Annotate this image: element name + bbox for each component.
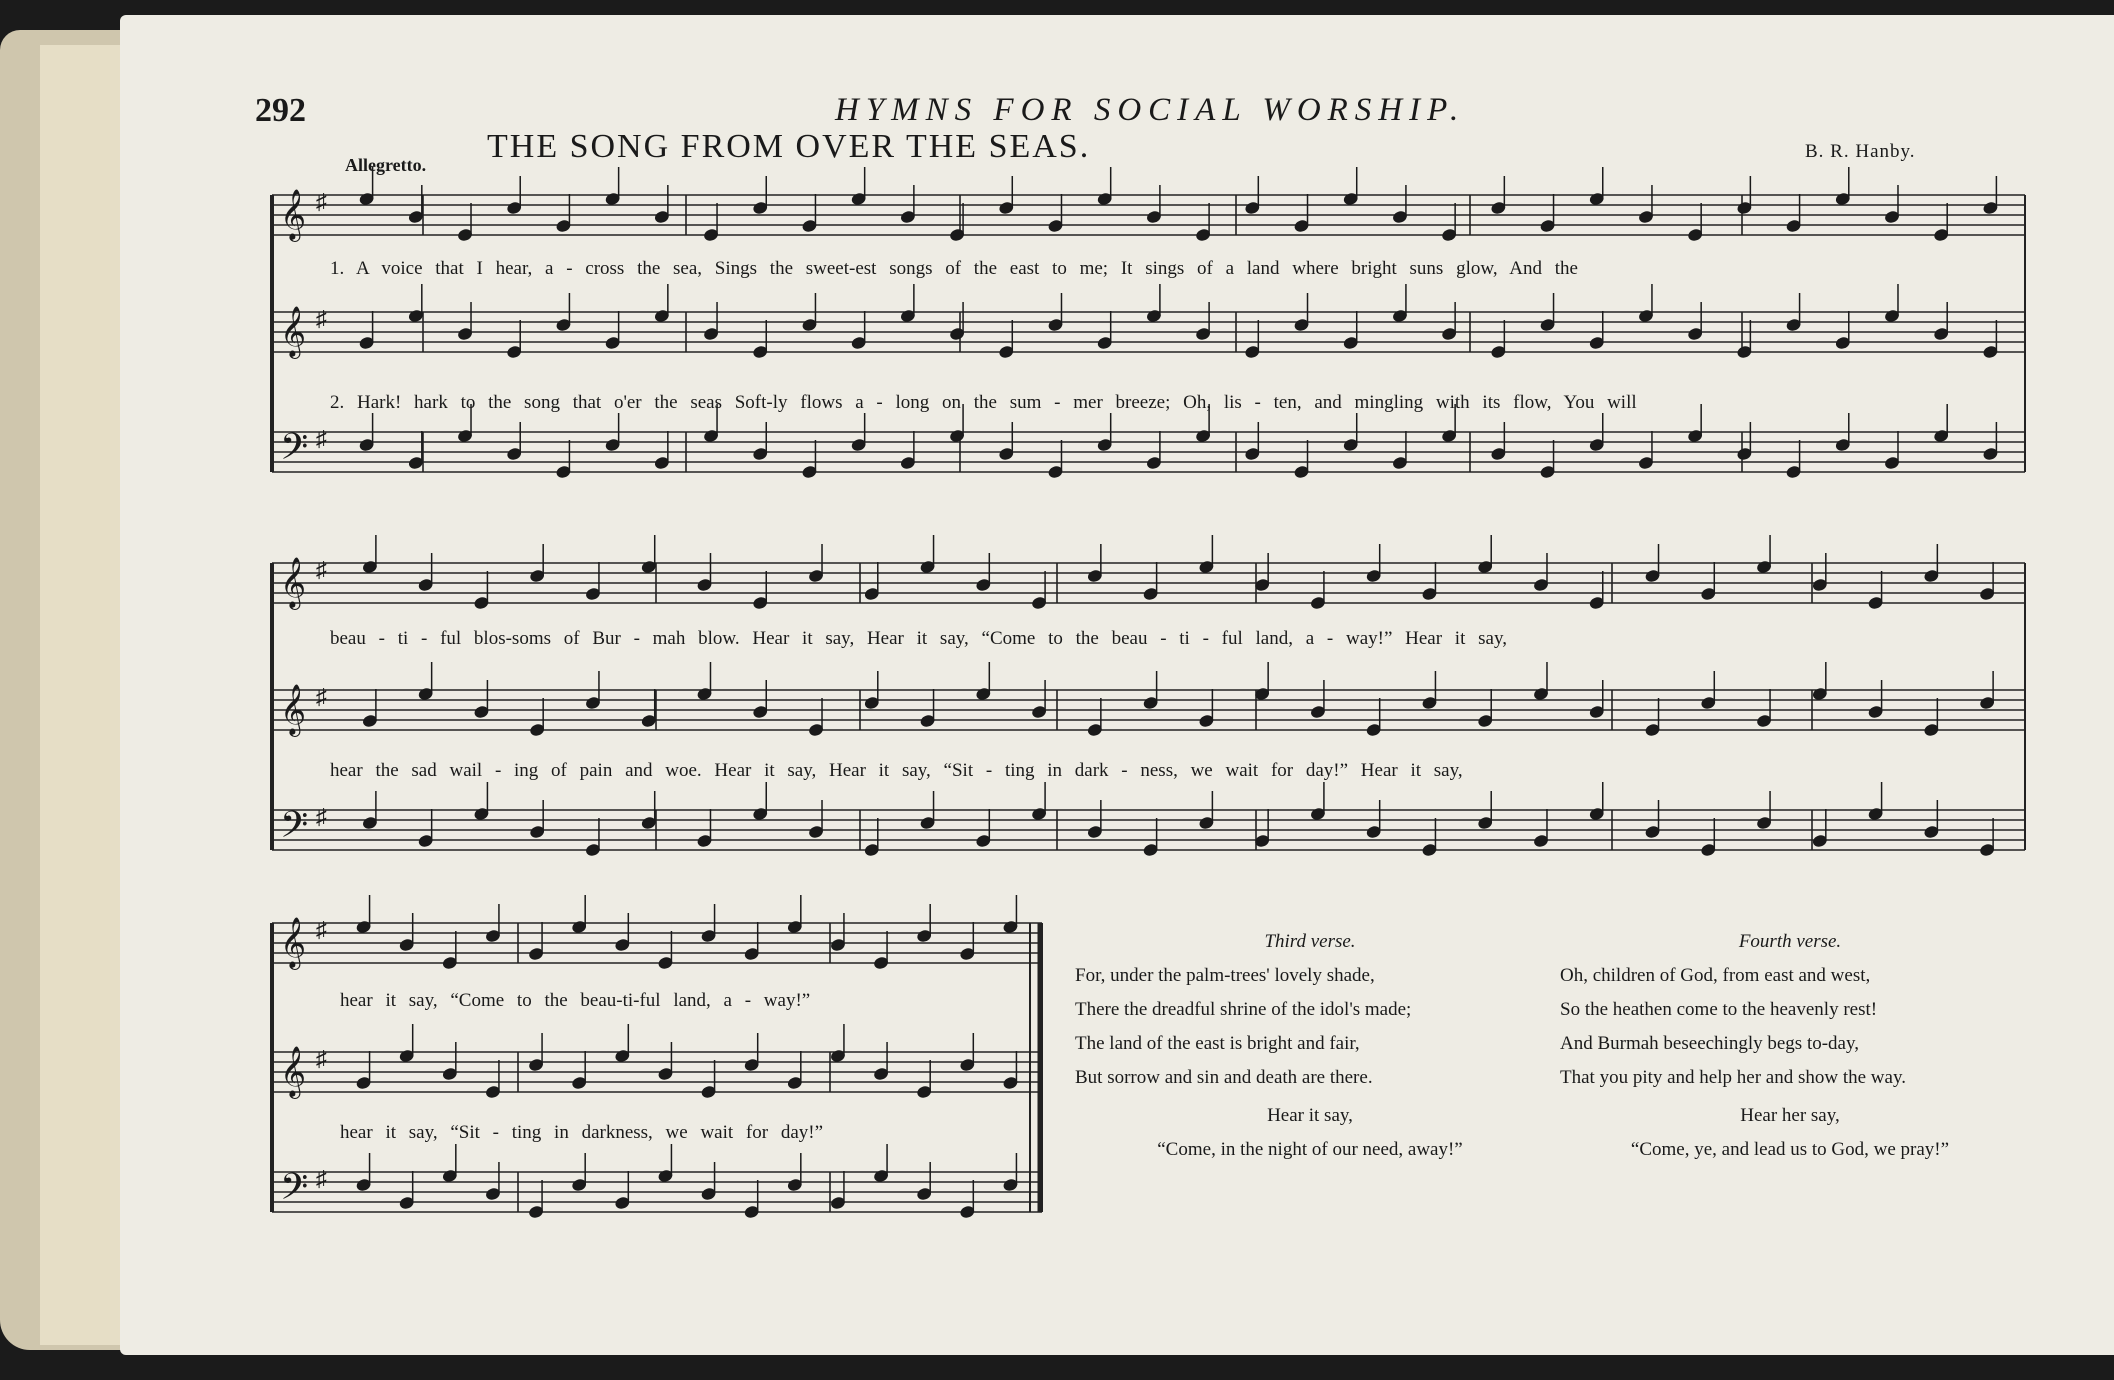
verse-line: There the dreadful shrine of the idol's made; — [1075, 999, 1412, 1020]
verse-line: Oh, children of God, from east and west, — [1560, 965, 1871, 986]
clef: 𝄞 — [280, 307, 307, 356]
verse-refrain: “Come, in the night of our need, away!” — [1157, 1139, 1463, 1160]
key-signature: ♯ — [316, 804, 327, 829]
key-signature: ♯ — [316, 1046, 327, 1071]
fourth-verse — [1560, 925, 2020, 1167]
verse-line: So the heathen come to the heavenly rest! — [1560, 999, 1878, 1020]
tempo-marking: Allegretto. — [345, 155, 427, 175]
page-number: 292 — [255, 92, 306, 129]
verse-line: And Burmah beseechingly begs to-day, — [1560, 1033, 1859, 1054]
clef: 𝄞 — [280, 190, 307, 239]
key-signature: ♯ — [316, 557, 327, 582]
verse-line: For, under the palm-trees' lovely shade, — [1075, 965, 1375, 986]
clef: 𝄞 — [280, 918, 307, 967]
key-signature: ♯ — [316, 1166, 327, 1191]
third-verse — [1075, 925, 1545, 1167]
clef: 𝄢 — [280, 805, 309, 854]
clef: 𝄞 — [280, 1047, 307, 1096]
clef: 𝄞 — [280, 685, 307, 734]
lyrics-system1-verse1: 1. A voice that I hear, a - cross the sea, Sings the sweet-est songs of the east to me; It sings of a land where bright suns glow, And the — [330, 258, 1578, 279]
lyrics-system2-verse2: hear the sad wail - ing of pain and woe. Hear it say, Hear it say, “Sit - ting in dark - ness, we wait for day!” Hear it say, — [330, 760, 1463, 781]
song-title: THE SONG FROM OVER THE SEAS. — [487, 128, 1091, 165]
key-signature: ♯ — [316, 426, 327, 451]
clef: 𝄢 — [280, 1167, 309, 1216]
key-signature: ♯ — [316, 917, 327, 942]
clef: 𝄢 — [280, 427, 309, 476]
verse-line: That you pity and help her and show the way. — [1560, 1067, 1906, 1088]
key-signature: ♯ — [316, 189, 327, 214]
key-signature: ♯ — [316, 684, 327, 709]
lyrics-system2-verse1: beau - ti - ful blos-soms of Bur - mah blow. Hear it say, Hear it say, “Come to the beau - ti - ful land, a - way!” Hear it say, — [330, 628, 1507, 649]
verse-refrain: “Come, ye, and lead us to God, we pray!” — [1630, 1139, 1950, 1160]
running-head: HYMNS FOR SOCIAL WORSHIP. — [835, 92, 1466, 128]
verse-refrain: Hear her say, — [1740, 1105, 1840, 1126]
verse-refrain: Hear it say, — [1267, 1105, 1353, 1126]
verse-line: The land of the east is bright and fair, — [1075, 1033, 1360, 1054]
lyrics-system3-verse2: hear it say, “Sit - ting in darkness, we wait for day!” — [340, 1122, 824, 1143]
composer: B. R. Hanby. — [1805, 141, 1916, 162]
clef: 𝄞 — [280, 558, 307, 607]
verse-heading: Third verse. — [1264, 931, 1356, 952]
verse-line: But sorrow and sin and death are there. — [1075, 1067, 1373, 1088]
lyrics-system1-verse2: 2. Hark! hark to the song that o'er the seas Soft-ly flows a - long on the sum - mer breeze; Oh, lis - ten, and mingling with its flow, You will — [330, 392, 1637, 413]
verse-heading: Fourth verse. — [1738, 931, 1842, 952]
lyrics-system3-verse1: hear it say, “Come to the beau-ti-ful land, a - way!” — [340, 990, 811, 1011]
key-signature: ♯ — [316, 306, 327, 331]
